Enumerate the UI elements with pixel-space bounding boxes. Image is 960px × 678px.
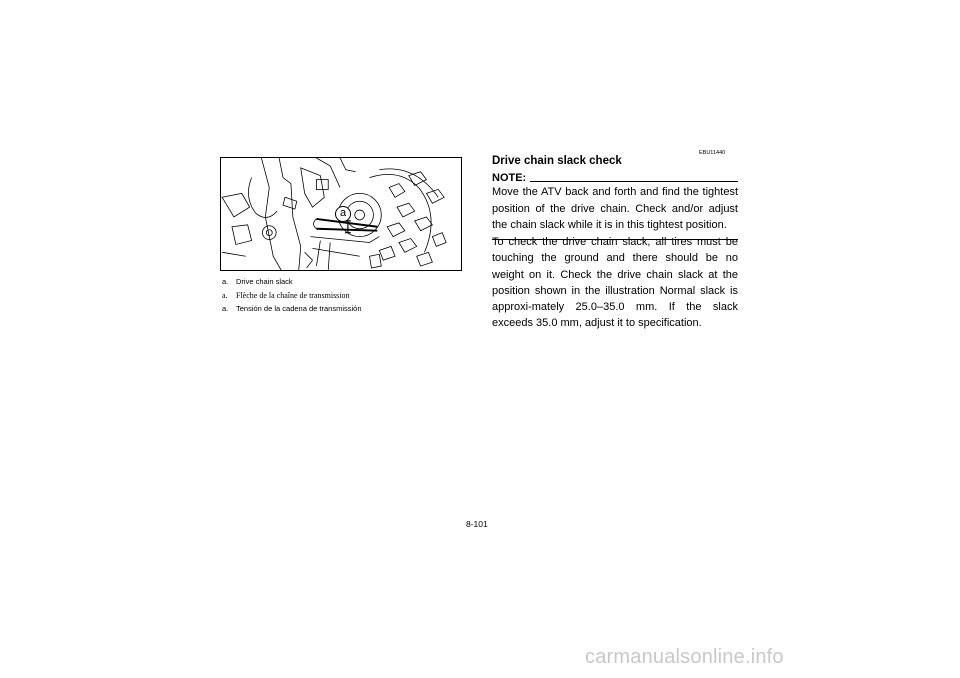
watermark: carmanualsonline.info [585,646,784,668]
body-paragraph: To check the drive chain slack, all tires must be touching the ground and there should be no weight on it. Check the drive chain slack at the position shown in the illustration Normal slack is approxi-mately 25.0–35.0 mm. If the slack exceeds 35.0 mm, adjust it to specification. [492,236,738,330]
note-header [492,172,738,184]
caption-text: Drive chain slack [236,277,293,286]
caption-spanish [222,304,472,314]
figure-captions [222,277,472,318]
caption-english [222,277,472,287]
caption-letter: a. [222,290,228,300]
note-box [492,172,738,240]
note-rule-top [530,181,738,182]
caption-french [222,291,472,301]
section-heading: Drive chain slack check [492,155,622,167]
caption-letter: a. [222,277,229,286]
note-text: Move the ATV back and forth and find the tightest position of the drive chain. Check and/or adjust the chain slack while it is in this tightest position. [492,186,738,231]
page-number: 8-101 [466,519,488,529]
caption-letter: a. [222,304,229,313]
drive-chain-illustration [220,157,462,271]
note-label: NOTE: [492,172,527,184]
caption-text: Tensión de la cadena de transmissión [236,304,362,313]
section-code: EBU11440 [699,150,726,156]
callout-a: a [335,206,351,222]
caption-text: Flèche de la chaîne de transmission [236,290,350,300]
